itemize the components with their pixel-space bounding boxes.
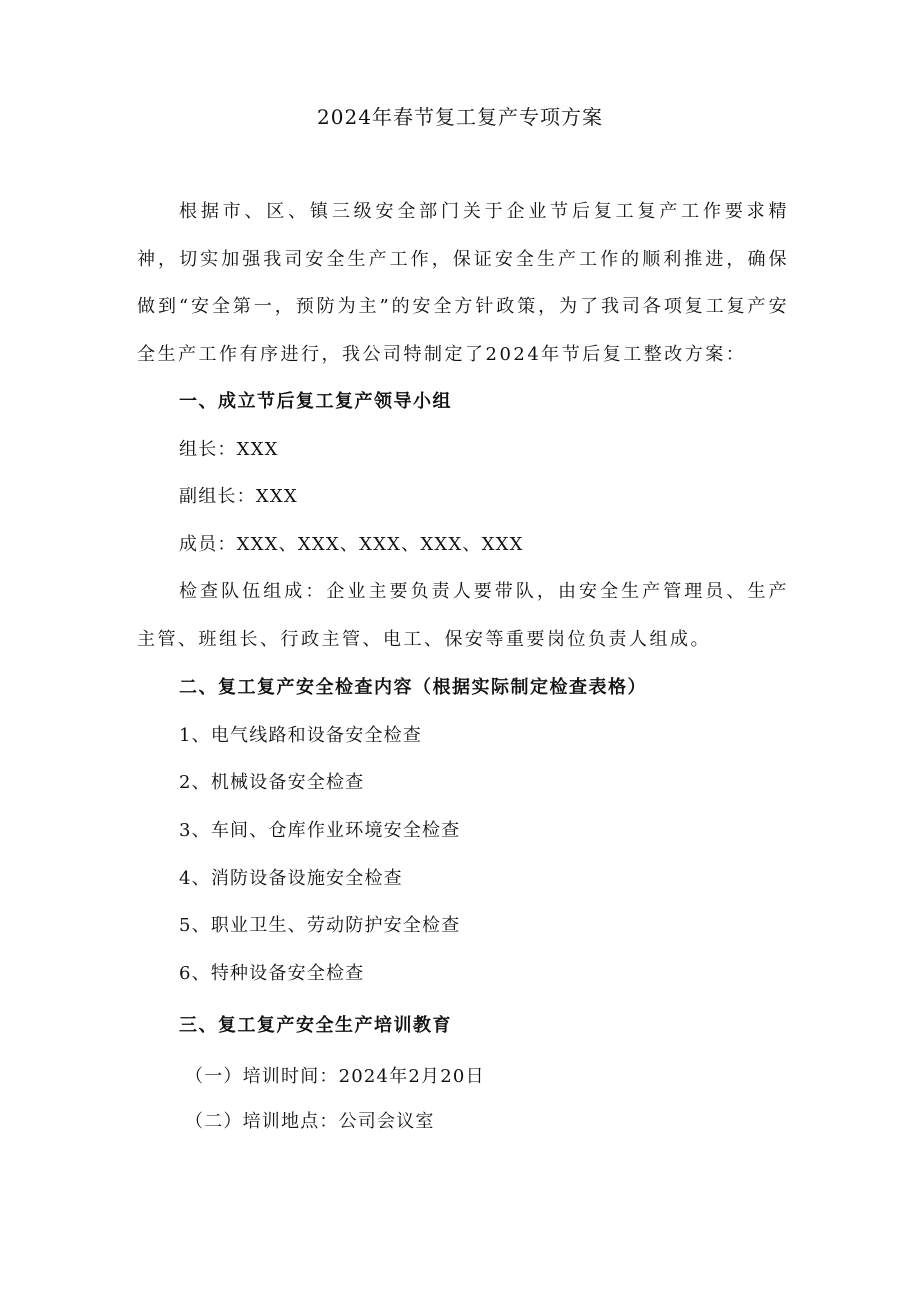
check-item-1: 1、电气线路和设备安全检查 [179, 725, 423, 746]
document-title: 2024年春节复工复产专项方案 [317, 105, 603, 129]
check-item-4: 4、消防设备设施安全检查 [179, 868, 403, 889]
check-item-5: 5、职业卫生、劳动防护安全检查 [179, 915, 461, 936]
section-2-heading: 二、复工复产安全检查内容（根据实际制定检查表格） [179, 677, 647, 698]
check-item-3: 3、车间、仓库作业环境安全检查 [179, 820, 461, 841]
check-item-6: 6、特种设备安全检查 [179, 963, 365, 984]
intro-paragraph: 根据市、区、镇三级安全部门关于企业节后复工复产工作要求精神，切实加强我司安全生产工作，保证安全生产工作的顺利推进，确保做到“安全第一，预防为主”的安全方针政策，为了我司各项复工复产安全生产工作有序进行，我公司特制定了2024年节后复工整改方案： [137, 201, 789, 365]
check-item-2: 2、机械设备安全检查 [179, 772, 365, 793]
training-time-line: （一）培训时间：2024年2月20日 [185, 1066, 485, 1087]
deputy-leader-line: 副组长：XXX [179, 486, 298, 507]
leader-line: 组长：XXX [179, 439, 279, 460]
training-place-line: （二）培训地点：公司会议室 [185, 1111, 435, 1132]
section-1-heading: 一、成立节后复工复产领导小组 [179, 391, 452, 412]
section-3-heading: 三、复工复产安全生产培训教育 [179, 1015, 452, 1036]
team-composition-paragraph: 检查队伍组成：企业主要负责人要带队，由安全生产管理员、生产主管、班组长、行政主管、电工、保安等重要岗位负责人组成。 [137, 581, 789, 650]
members-line: 成员：XXX、XXX、XXX、XXX、XXX [179, 534, 524, 555]
